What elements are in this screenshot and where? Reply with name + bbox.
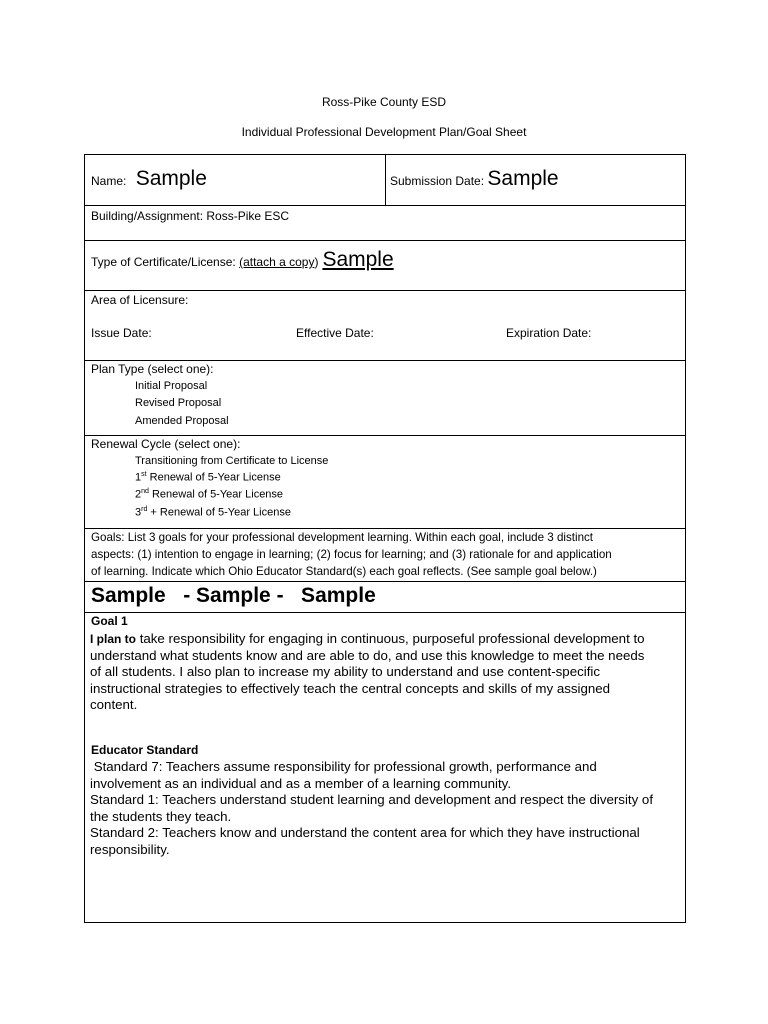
- certificate-row: Type of Certificate/License: (attach a copy) Sample: [85, 240, 685, 290]
- educator-standard-text[interactable]: Standard 7: Teachers assume responsibility for professional growth, performance and involvement as an individual and as a member of a learning community. Standard 1: Teachers understand student learning and development and respect the diversity of the students they teach. Standard 2: Teachers know and understand the content area for which they have instructional responsibility.: [90, 759, 654, 857]
- renewal-second-label: 2nd Renewal of 5-Year License: [135, 488, 284, 501]
- plan-form: [84, 154, 686, 923]
- effective-date-label[interactable]: Effective Date:: [296, 326, 374, 340]
- name-row: [85, 155, 685, 205]
- issue-date-label[interactable]: Issue Date:: [91, 326, 152, 340]
- goals-instructions-row: [85, 528, 685, 581]
- attach-copy-note: (attach a copy: [239, 255, 315, 269]
- document-title: Individual Professional Development Plan/Goal Sheet: [241, 125, 527, 139]
- goal-1-section: [85, 612, 685, 922]
- renewal-first-label: 1st Renewal of 5-Year License: [135, 471, 281, 484]
- educator-standard-heading: Educator Standard: [91, 743, 199, 757]
- plan-initial-label: Initial Proposal: [135, 380, 208, 392]
- certificate-label: Type of Certificate/License:: [91, 255, 240, 269]
- licensure-row: [85, 290, 685, 325]
- column-divider: [385, 155, 386, 205]
- name-value[interactable]: Sample: [135, 167, 207, 190]
- organization-name: Ross-Pike County ESD: [321, 95, 447, 109]
- name-label: Name:: [91, 174, 127, 188]
- dates-row: [85, 325, 685, 360]
- submission-date-label: Submission Date:: [390, 174, 485, 188]
- plan-amended-label: Amended Proposal: [135, 415, 229, 427]
- renewal-cycle-row: [85, 435, 685, 528]
- goals-instructions: Goals: List 3 goals for your professional development learning. Within each goal, include 3 distinct aspects: (1) intention to engage in learning; (2) focus for learning; and (3) rationale for and application of learning. Indicate which Ohio Educator Standard(s) each goal reflects. (See sample goal below.): [91, 531, 612, 578]
- building-assignment[interactable]: Building/Assignment: Ross-Pike ESC: [91, 209, 290, 223]
- expiration-date-label[interactable]: Expiration Date:: [506, 326, 592, 340]
- sample-banner-row: [85, 581, 685, 612]
- building-row: [85, 205, 685, 240]
- area-of-licensure-label[interactable]: Area of Licensure:: [91, 293, 189, 307]
- renewal-third-label: 3rd + Renewal of 5-Year License: [135, 506, 291, 519]
- plan-type-row: [85, 360, 685, 435]
- plan-type-label: Plan Type (select one):: [91, 362, 214, 376]
- certificate-value[interactable]: Sample: [322, 248, 394, 271]
- renewal-cycle-label: Renewal Cycle (select one):: [91, 437, 241, 451]
- renewal-transition-label: Transitioning from Certificate to License: [135, 455, 329, 467]
- plan-revised-label: Revised Proposal: [135, 397, 222, 409]
- goal-1-heading: Goal 1: [91, 614, 128, 628]
- goal-1-text[interactable]: I plan to take responsibility for engaging in continuous, purposeful professional development to understand what students know and are able to do, and use this knowledge to meet the needs of all students. I also plan to increase my ability to understand and use content-specific instructional strategies to effectively teach the central concepts and skills of my assigned content.: [90, 631, 645, 712]
- submission-date-value[interactable]: Sample: [487, 167, 559, 190]
- sample-banner: Sample - Sample - Sample: [91, 584, 376, 607]
